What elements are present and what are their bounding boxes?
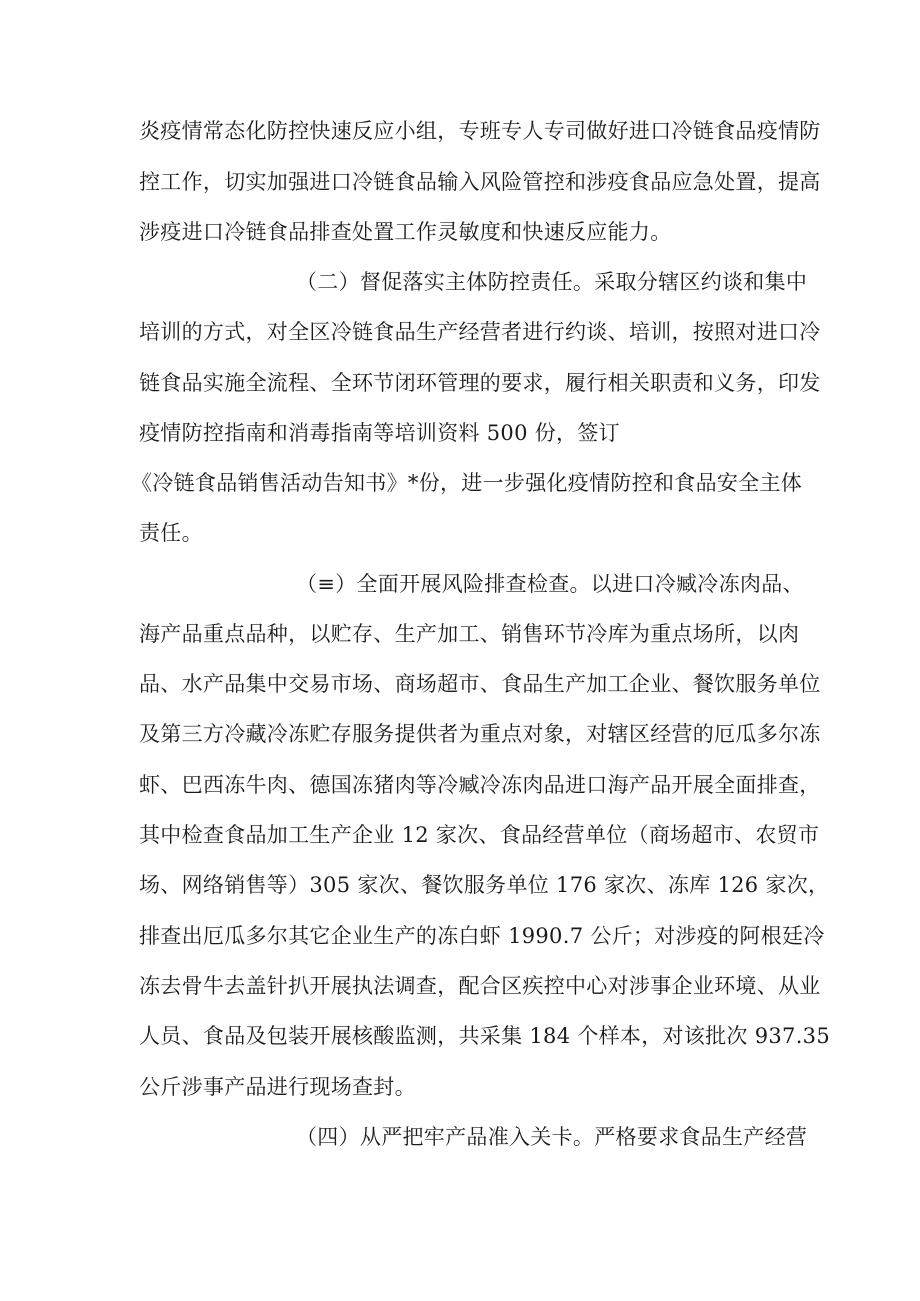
text-line: 冻去骨牛去盖针扒开展执法调查，配合区疾控中心对涉事企业环境、从业 — [139, 974, 821, 998]
section-heading-line: （四）从严把牢产品准入关卡。严格要求食品生产经营 — [296, 1125, 808, 1149]
text-line: 炎疫情常态化防控快速反应小组，专班专人专司做好进口冷链食品疫情防 — [139, 119, 821, 143]
section-heading-line: （≡）全面开展风险排查检查。以进口冷臧冷冻肉品、 — [296, 572, 804, 596]
text-line: 人员、食品及包装开展核酸监测，共采集 184 个样本，对该批次 937.35 — [139, 1024, 830, 1048]
text-line: 疫情防控指南和消毒指南等培训资料 500 份，签订 — [139, 421, 620, 445]
text-line: 品、水产品集中交易市场、商场超市、食品生产加工企业、餐饮服务单位 — [139, 672, 821, 696]
text-line: 海产品重点品种，以贮存、生产加工、销售环节冷库为重点场所，以肉 — [139, 622, 800, 646]
text-line: 责任。 — [139, 521, 203, 545]
text-line: 及第三方冷藏冷冻贮存服务提供者为重点对象，对辖区经营的厄瓜多尔冻 — [139, 722, 821, 746]
text-line: 其中检查食品加工生产企业 12 家次、食品经营单位（商场超市、农贸市 — [139, 823, 820, 847]
text-line: 虾、巴西冻牛肉、德国冻猪肉等冷臧冷冻肉品进口海产品开展全面排查， — [139, 773, 821, 797]
text-line: 公斤涉事产品进行现场查封。 — [139, 1075, 416, 1099]
text-line: 链食品实施全流程、全环节闭环管理的要求，履行相关职责和义务，印发 — [139, 371, 821, 395]
text-line: 《冷链食品销售活动告知书》*份，进一步强化疫情防控和食品安全主体 — [131, 471, 803, 495]
text-line: 排查出厄瓜多尔其它企业生产的冻白虾 1990.7 公斤；对涉疫的阿根廷冷 — [139, 924, 825, 948]
text-line: 培训的方式，对全区冷链食品生产经营者进行约谈、培训，按照对进口冷 — [139, 320, 821, 344]
text-line: 场、网络销售等）305 家次、餐饮服务单位 176 家次、冻库 126 家次， — [139, 873, 830, 897]
text-line: 涉疫进口冷链食品排查处置工作灵敏度和快速反应能力。 — [139, 220, 672, 244]
text-line: 控工作，切实加强进口冷链食品输入风险管控和涉疫食品应急处置，提高 — [139, 170, 821, 194]
section-heading-line: （二）督促落实主体防控责任。采取分辖区约谈和集中 — [296, 270, 808, 294]
